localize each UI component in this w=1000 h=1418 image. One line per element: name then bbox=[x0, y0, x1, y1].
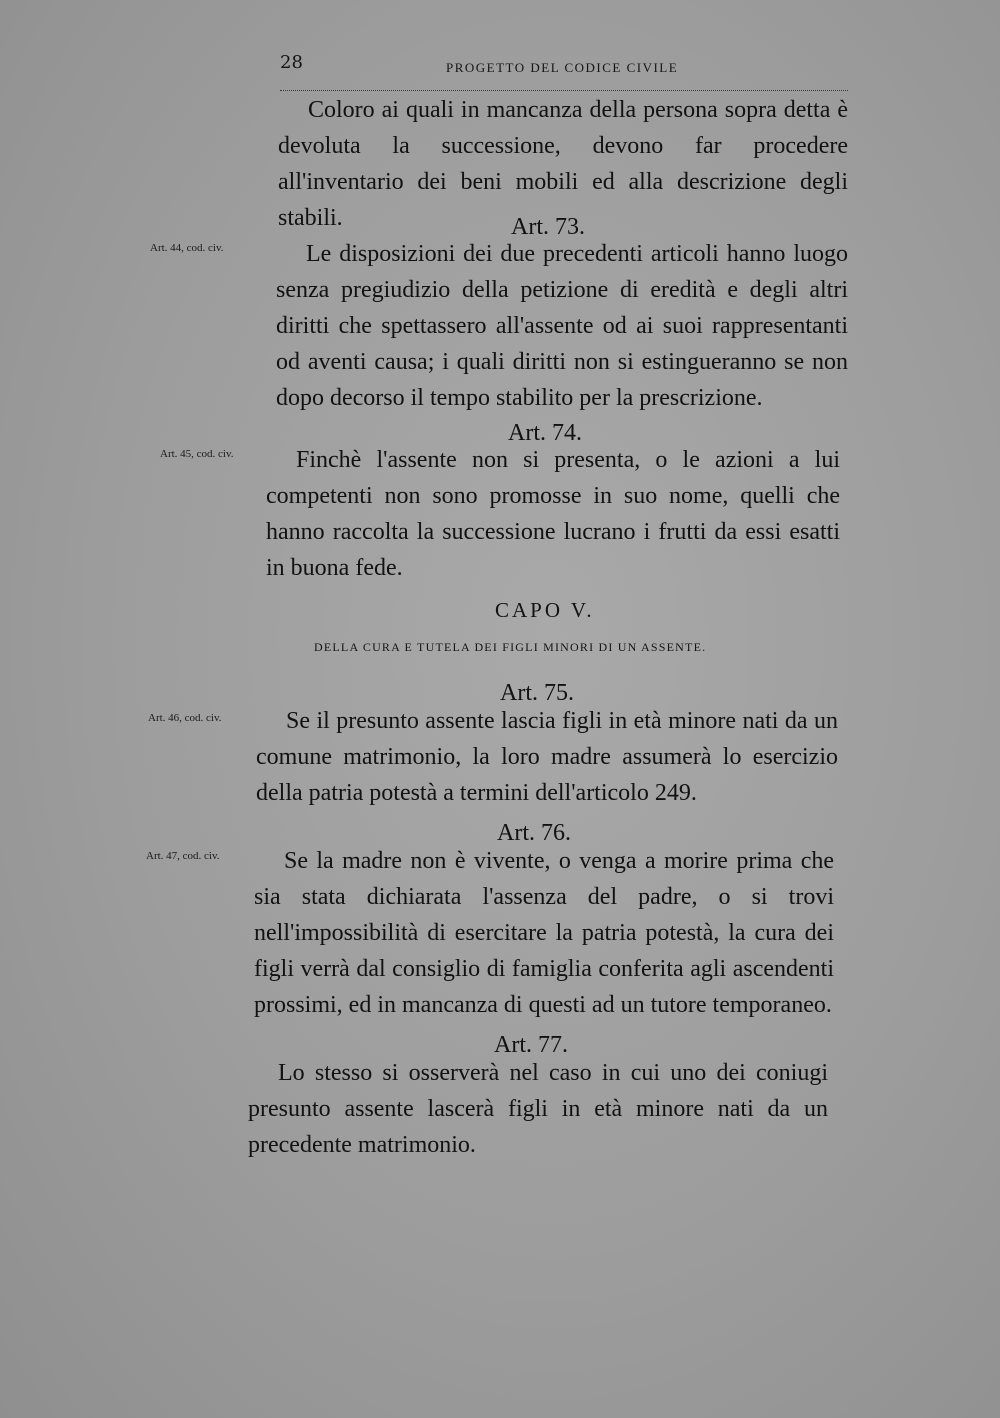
article-73-heading: Art. 73. bbox=[511, 214, 585, 240]
article-76-text: Se la madre non è vivente, o venga a morire prima che sia stata dichiarata l'assenza del padre, o si trovi nell'impossibilità di esercitare la patria potestà, la cura dei figli verrà dal consiglio di famiglia conferita agli ascendenti prossimi, ed in mancanza di questi ad un tutore temporaneo. bbox=[254, 848, 834, 1018]
article-77-text: Lo stesso si osserverà nel caso in cui uno dei coniugi presunto assente lascerà figli in età minore nati da un precedente matrimonio. bbox=[248, 1060, 828, 1158]
article-73-margin-note: Art. 44, cod. civ. bbox=[150, 242, 224, 254]
article-75-paragraph bbox=[256, 703, 838, 811]
article-76-paragraph bbox=[254, 843, 834, 1023]
article-77-paragraph bbox=[248, 1055, 828, 1163]
article-75-margin-note: Art. 46, cod. civ. bbox=[148, 712, 222, 724]
article-73-paragraph bbox=[276, 236, 848, 416]
article-76-margin-note: Art. 47, cod. civ. bbox=[146, 850, 220, 862]
chapter-title: CAPO V. bbox=[495, 598, 595, 622]
article-73-text: Le disposizioni dei due precedenti articoli hanno luogo senza pregiudizio della petizione di eredità e degli altri diritti che spettassero all'assente od ai suoi rappresentanti od aventi causa; i quali diritti non si estingueranno se non dopo decorso il tempo stabilito per la prescrizione. bbox=[276, 241, 848, 411]
article-74-heading: Art. 74. bbox=[508, 420, 582, 446]
intro-paragraph-text: Coloro ai quali in mancanza della persona sopra detta è devoluta la successione, devono far procedere all'inventario dei beni mobili ed alla descrizione degli stabili. bbox=[278, 97, 848, 231]
page-header bbox=[280, 50, 848, 91]
article-74-margin-note: Art. 45, cod. civ. bbox=[160, 448, 234, 460]
article-75-text: Se il presunto assente lascia figli in età minore nati da un comune matrimonio, la loro madre assumerà lo esercizio della patria potestà a termini dell'articolo 249. bbox=[256, 708, 838, 806]
running-title: PROGETTO DEL CODICE CIVILE bbox=[446, 60, 679, 75]
article-75-heading: Art. 75. bbox=[500, 680, 574, 706]
page-number: 28 bbox=[280, 52, 303, 73]
article-76-heading: Art. 76. bbox=[497, 820, 571, 846]
article-77-heading: Art. 77. bbox=[494, 1032, 568, 1058]
chapter-subtitle: DELLA CURA E TUTELA DEI FIGLI MINORI DI UN ASSENTE. bbox=[314, 640, 707, 654]
article-74-text: Finchè l'assente non si presenta, o le azioni a lui competenti non sono promosse in suo nome, quelli che hanno raccolta la successione lucrano i frutti da essi esatti in buona fede. bbox=[266, 447, 840, 581]
article-74-paragraph bbox=[266, 442, 840, 586]
